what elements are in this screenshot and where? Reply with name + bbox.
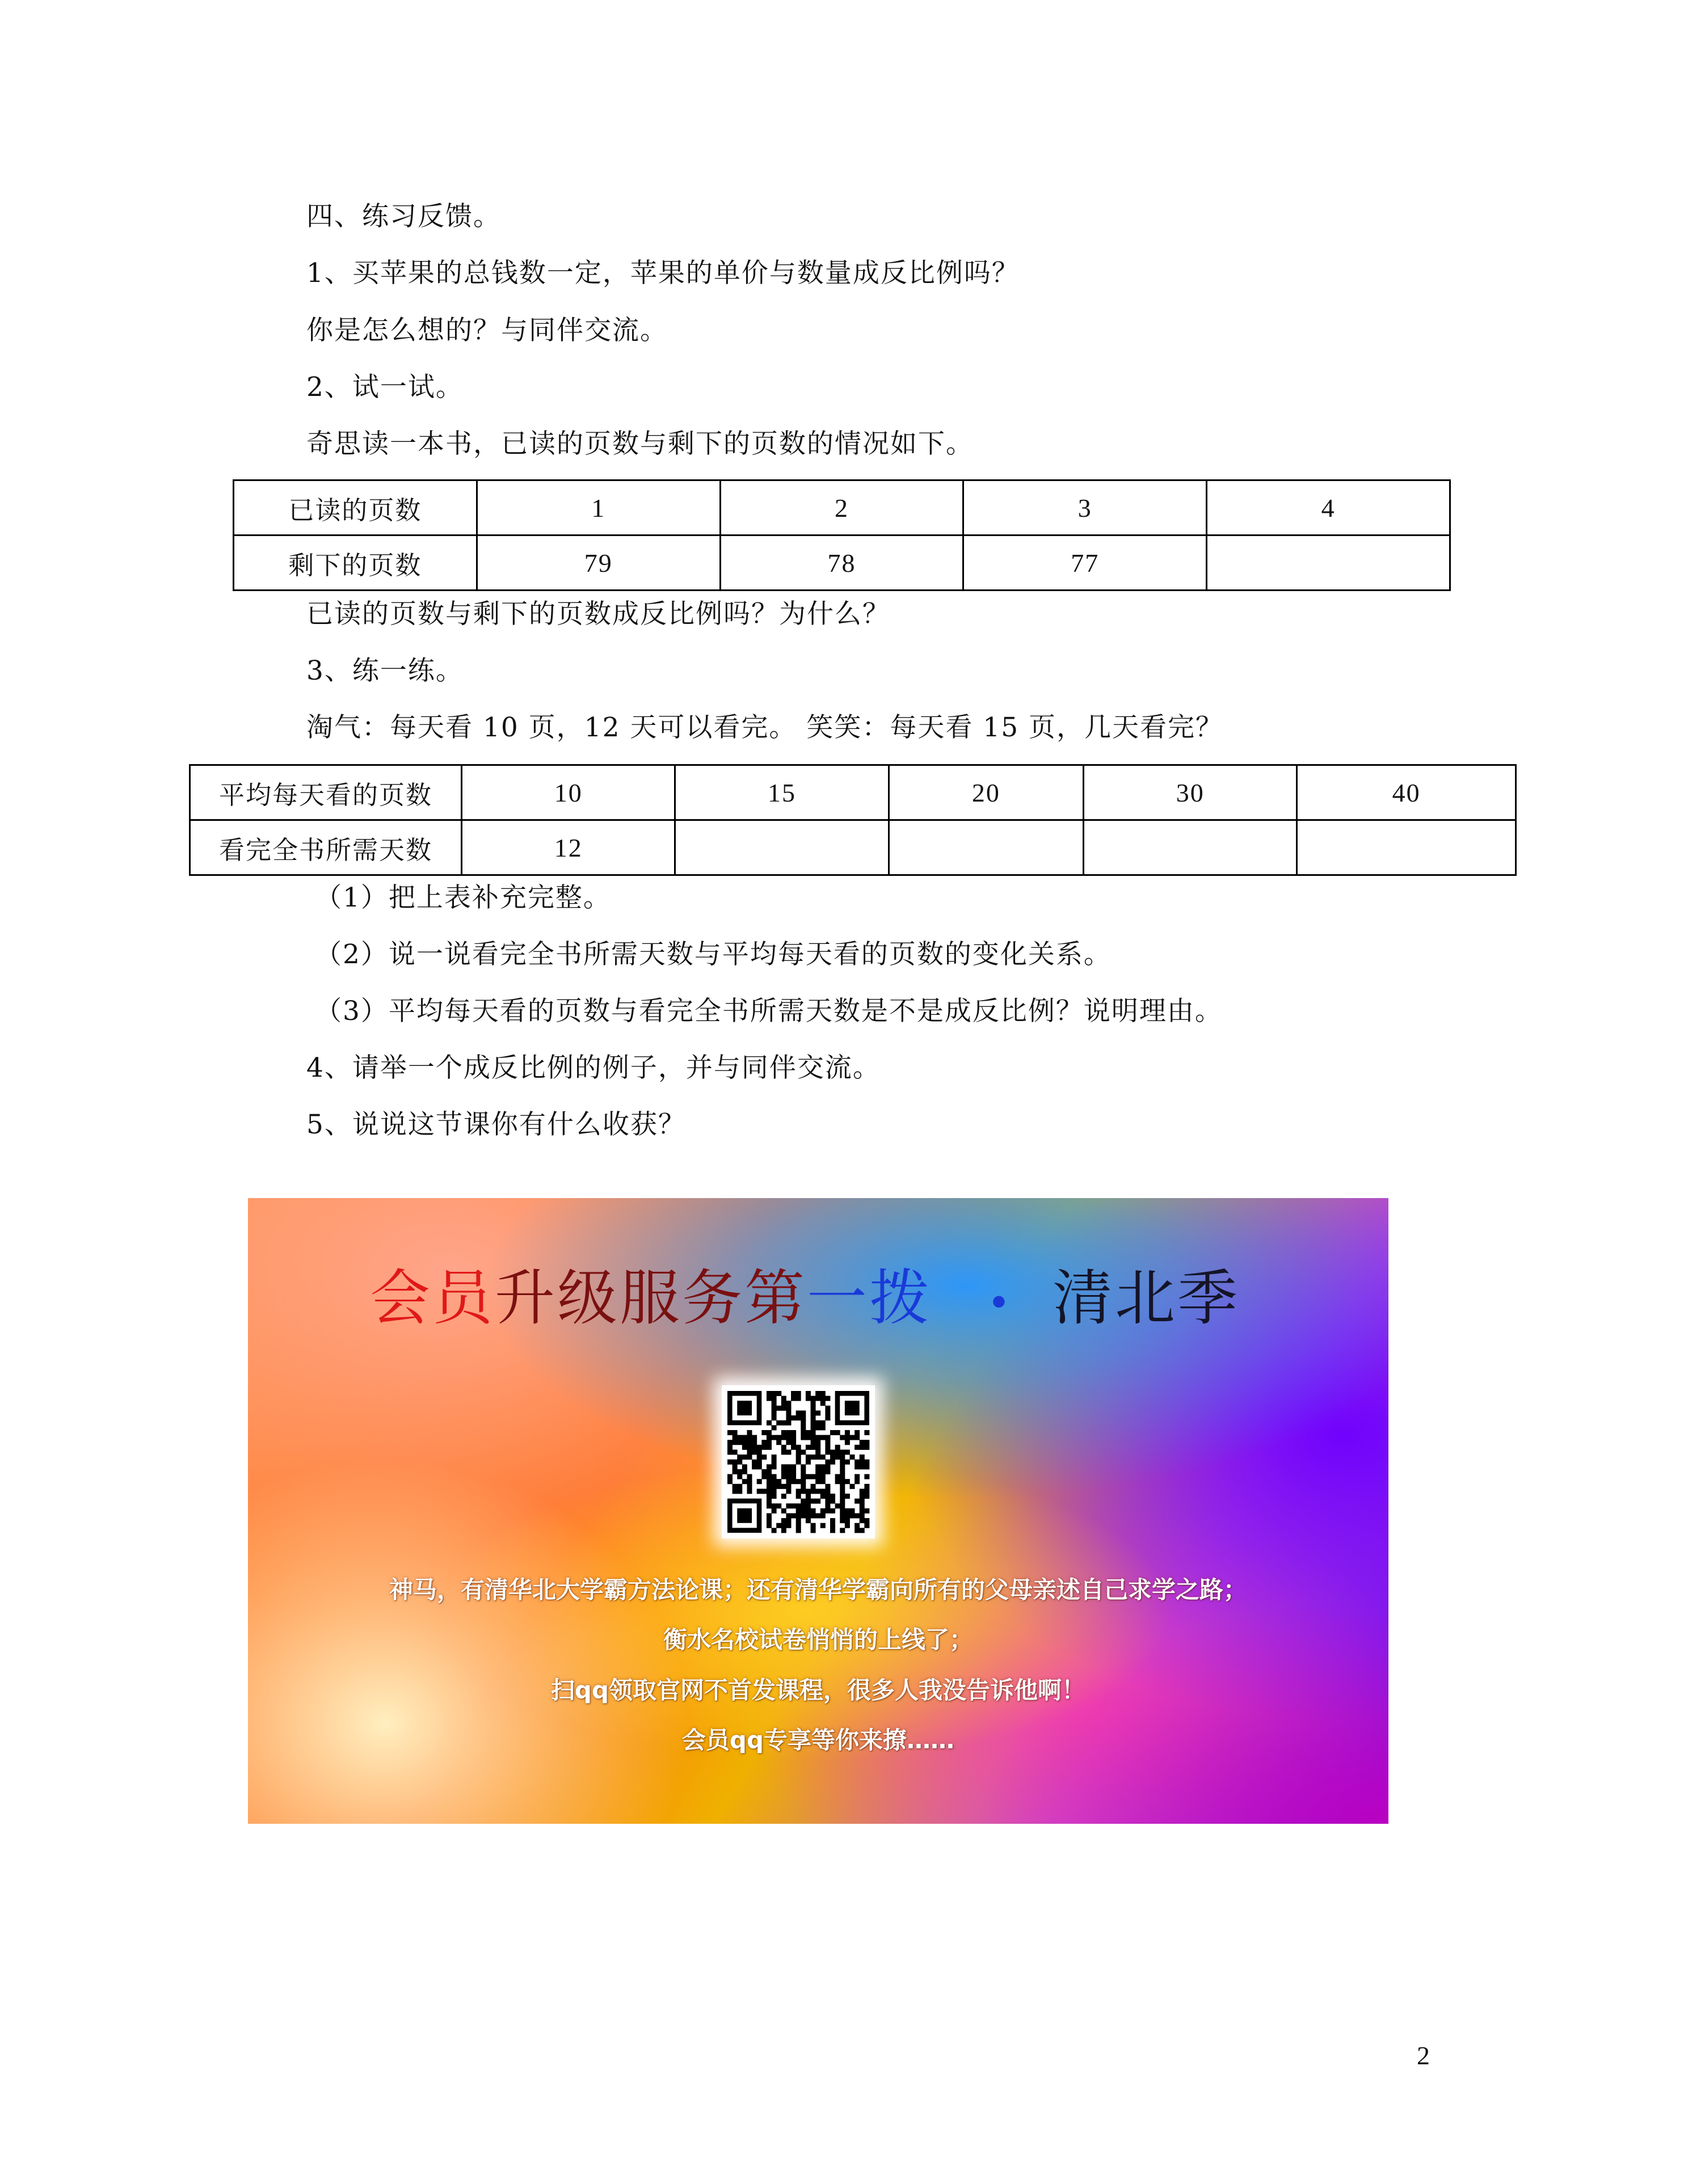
question-3-sub-2: （2）说一说看完全书所需天数与平均每天看的页数的变化关系。 (315, 939, 1112, 970)
question-2-heading: 2、试一试。 (306, 372, 464, 403)
banner-title-part: 一拨 (807, 1263, 932, 1333)
reading-days-table (189, 764, 1517, 876)
promo-line: 神马，有清华北大学霸方法论课；还有清华学霸向所有的父母亲述自己求学之路； (389, 1576, 1247, 1604)
promo-line: 会员qq专享等你来撩…… (681, 1726, 955, 1754)
question-4: 4、请举一个成反比例的例子，并与同伴交流。 (306, 1052, 881, 1083)
table-cell: 30 (1084, 765, 1297, 820)
question-5: 5、说说这节课你有什么收获？ (306, 1109, 686, 1140)
banner-title-part: 会员 (370, 1263, 495, 1333)
table-cell: 10 (462, 765, 675, 820)
question-1-followup: 你是怎么想的？与同伴交流。 (306, 315, 668, 346)
table-cell: 78 (720, 536, 963, 591)
page-number: 2 (1417, 2041, 1430, 2070)
table-cell: 15 (675, 765, 889, 820)
section-heading: 四、练习反馈。 (306, 201, 501, 232)
promo-banner[interactable] (248, 1198, 1388, 1824)
table-cell (1084, 820, 1297, 875)
banner-title-part: 升级服务第 (495, 1263, 807, 1333)
question-3-sub-3: （3）平均每天看的页数与看完全书所需天数是不是成反比例？说明理由。 (315, 996, 1223, 1027)
table-cell: 12 (462, 820, 675, 875)
question-3-intro: 淘气：每天看 10 页，12 天可以看完。 笑笑：每天看 15 页，几天看完？ (306, 712, 1224, 743)
qr-code-icon[interactable] (722, 1385, 875, 1538)
table-cell (1207, 536, 1450, 591)
table-cell: 79 (477, 536, 720, 591)
question-2-prompt: 已读的页数与剩下的页数成反比例吗？为什么？ (306, 598, 890, 630)
banner-title-dot: • (987, 1280, 1013, 1327)
banner-title-part: 清北季 (1053, 1263, 1240, 1333)
table-cell: 2 (720, 480, 963, 536)
table-cell: 4 (1207, 480, 1450, 536)
row-label: 看完全书所需天数 (190, 820, 462, 875)
row-label: 剩下的页数 (234, 536, 477, 591)
promo-line: 扫qq领取官网不首发课程，很多人我没告诉他啊！ (550, 1676, 1086, 1704)
row-label: 平均每天看的页数 (190, 765, 462, 820)
table-cell: 20 (889, 765, 1084, 820)
question-3-sub-1: （1）把上表补充完整。 (315, 882, 611, 913)
table-cell (1297, 820, 1516, 875)
table-row (234, 480, 1450, 536)
question-3-heading: 3、练一练。 (306, 655, 464, 686)
question-1: 1、买苹果的总钱数一定，苹果的单价与数量成反比例吗？ (306, 258, 1020, 289)
table-row (234, 536, 1450, 591)
table-cell (889, 820, 1084, 875)
table-cell: 1 (477, 480, 720, 536)
table-cell: 3 (963, 480, 1207, 536)
promo-line: 衡水名校试卷悄悄的上线了； (663, 1626, 973, 1654)
table-cell: 77 (963, 536, 1207, 591)
question-2-intro: 奇思读一本书，已读的页数与剩下的页数的情况如下。 (306, 428, 974, 459)
table-cell: 40 (1297, 765, 1516, 820)
row-label: 已读的页数 (234, 480, 477, 536)
pages-read-table (233, 479, 1451, 591)
banner-title (370, 1262, 1240, 1340)
table-row (190, 820, 1516, 875)
table-row (190, 765, 1516, 820)
table-cell (675, 820, 889, 875)
